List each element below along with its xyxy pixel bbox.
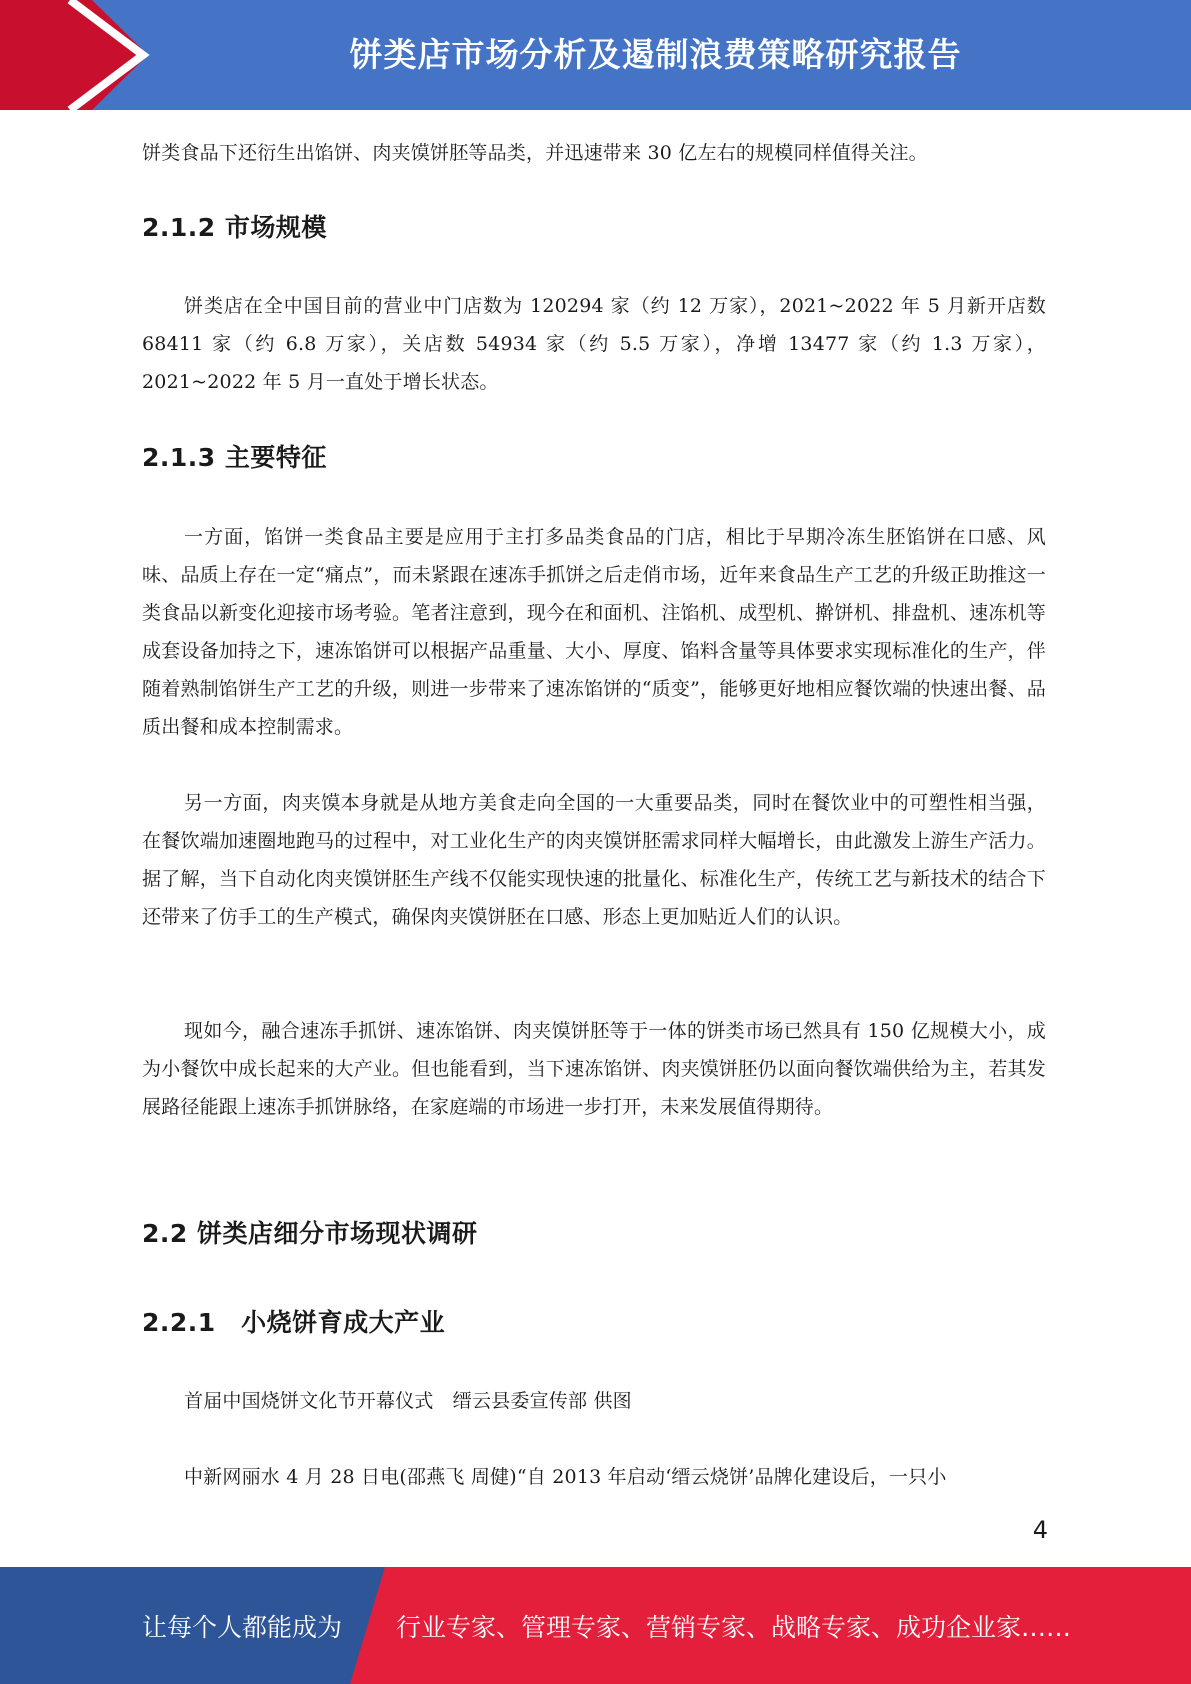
image-caption: 首届中国烧饼文化节开幕仪式 缙云县委宣传部 供图	[184, 1390, 632, 1412]
section-212-heading: 2.1.2 市场规模	[142, 213, 327, 242]
section-212-paragraph: 饼类店在全中国目前的营业中门店数为 120294 家（约 12 万家），2021~2022 年 5 月新开店数 68411 家（约 6.8 万家），关店数 54934 家（约 5.5 万家），净增 13477 家（约 1.3 万家），2021~2022 年 5 月一直处于增长状态。	[142, 295, 1046, 393]
header-red-chevron	[0, 0, 160, 110]
section-221-paragraph: 中新网丽水 4 月 28 日电(邵燕飞 周健)“自 2013 年启动‘缙云烧饼’品牌化建设后，一只小	[184, 1466, 947, 1488]
section-213-paragraph-1: 一方面，馅饼一类食品主要是应用于主打多品类食品的门店，相比于早期冷冻生胚馅饼在口感、风味、品质上存在一定“痛点”，而未紧跟在速冻手抓饼之后走俏市场，近年来食品生产工艺的升级正助推这一类食品以新变化迎接市场考验。笔者注意到，现今在和面机、注馅机、成型机、擀饼机、排盘机、速冻机等成套设备加持之下，速冻馅饼可以根据产品重量、大小、厚度、馅料含量等具体要求实现标准化的生产，伴随着熟制馅饼生产工艺的升级，则进一步带来了速冻馅饼的“质变”，能够更好地相应餐饮端的快速出餐、品质出餐和成本控制需求。	[142, 526, 1046, 738]
section-213-paragraph-3: 现如今，融合速冻手抓饼、速冻馅饼、肉夹馍饼胚等于一体的饼类市场已然具有 150 亿规模大小，成为小餐饮中成长起来的大产业。但也能看到，当下速冻馅饼、肉夹馍饼胚仍以面向餐饮端供给为主，若其发展路径能跟上速冻手抓饼脉络，在家庭端的市场进一步打开，未来发展值得期待。	[142, 1020, 1046, 1118]
page-number: 4	[1032, 1516, 1048, 1544]
footer-slogan-left: 让每个人都能成为	[142, 1612, 343, 1642]
report-title: 饼类店市场分析及遏制浪费策略研究报告	[349, 34, 962, 74]
section-221-heading: 2.2.1 小烧饼育成大产业	[142, 1308, 446, 1337]
intro-paragraph: 饼类食品下还衍生出馅饼、肉夹馍饼胚等品类，并迅速带来 30 亿左右的规模同样值得关注。	[142, 142, 928, 164]
footer-slogan-right: 行业专家、管理专家、营销专家、战略专家、成功企业家……	[396, 1612, 1072, 1642]
section-213-paragraph-2: 另一方面，肉夹馍本身就是从地方美食走向全国的一大重要品类，同时在餐饮业中的可塑性相当强，在餐饮端加速圈地跑马的过程中，对工业化生产的肉夹馍饼胚需求同样大幅增长，由此激发上游生产活力。据了解，当下自动化肉夹馍饼胚生产线不仅能实现快速的批量化、标准化生产，传统工艺与新技术的结合下还带来了仿手工的生产模式，确保肉夹馍饼胚在口感、形态上更加贴近人们的认识。	[142, 792, 1046, 928]
section-213-heading: 2.1.3 主要特征	[142, 443, 327, 472]
page-header	[0, 0, 1191, 110]
page-footer	[0, 1567, 1191, 1684]
section-22-heading: 2.2 饼类店细分市场现状调研	[142, 1219, 478, 1248]
